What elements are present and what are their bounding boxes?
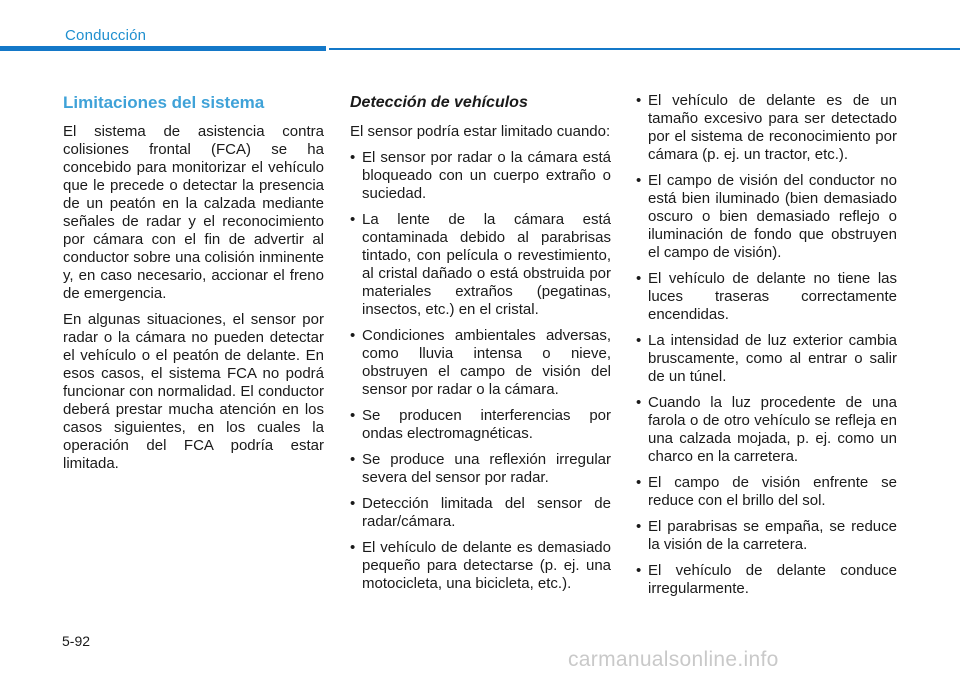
intro-text: El sensor podría estar limitado cuando:	[350, 123, 611, 140]
list-item: • Se producen interferencias por ondas electromagnéticas.	[350, 407, 611, 443]
heading-vehicle-detection: Detección de vehículos	[350, 94, 528, 111]
column-2	[350, 92, 611, 601]
header-rule-thin	[329, 48, 960, 50]
heading-system-limitations: Limitaciones del sistema	[63, 93, 265, 112]
header-rule-thick	[0, 46, 326, 51]
list-item: • Cuando la luz procedente de una farola o de otro vehículo se refleja en una calzada mojada, p. ej. como un charco en la carretera.	[636, 394, 897, 466]
section-label: Conducción	[65, 27, 147, 44]
page-number: 5-92	[62, 633, 91, 649]
list-item: • Condiciones ambientales adversas, como lluvia intensa o nieve, obstruyen el campo de visión del sensor por radar o la cámara.	[350, 327, 611, 399]
list-item: • La intensidad de luz exterior cambia bruscamente, como al entrar o salir de un túnel.	[636, 332, 897, 386]
list-item: • El campo de visión enfrente se reduce con el brillo del sol.	[636, 474, 897, 510]
paragraph: En algunas situaciones, el sensor por radar o la cámara no pueden detectar el vehículo o el peatón de delante. En esos casos, el sistema FCA no podrá funcionar con normalidad. El conductor deberá prestar mucha atención en los casos siguientes, en los cuales la operación del FCA podría estar limitada.	[63, 311, 324, 472]
list-item: • El parabrisas se empaña, se reduce la visión de la carretera.	[636, 518, 897, 554]
column-3	[636, 92, 897, 606]
paragraph: El sistema de asistencia contra colisiones frontal (FCA) se ha concebido para monitorizar el vehículo que le precede o detectar la presencia de un peatón en la calzada mediante señales de radar y el reconocimiento por cámara con el fin de advertir al conductor sobre una colisión inminente y, en caso necesario, accionar el freno de emergencia.	[63, 123, 324, 302]
list-item: • El sensor por radar o la cámara está bloqueado con un cuerpo extraño o suciedad.	[350, 149, 611, 203]
list-item: • El vehículo de delante es demasiado pequeño para detectarse (p. ej. una motocicleta, una bicicleta, etc.).	[350, 539, 611, 593]
list-item: • El vehículo de delante conduce irregularmente.	[636, 562, 897, 598]
bullet-list	[350, 149, 611, 593]
bullet-list	[636, 92, 897, 598]
list-item: • Se produce una reflexión irregular severa del sensor por radar.	[350, 451, 611, 487]
watermark: carmanualsonline.info	[568, 648, 779, 671]
list-item: • El vehículo de delante es de un tamaño excesivo para ser detectado por el sistema de reconocimiento por cámara (p. ej. un tractor, etc.).	[636, 92, 897, 164]
list-item: • El campo de visión del conductor no está bien iluminado (bien demasiado oscuro o bien demasiado reflejo o iluminación de fondo que obstruyen el campo de visión).	[636, 172, 897, 262]
list-item: • El vehículo de delante no tiene las luces traseras correctamente encendidas.	[636, 270, 897, 324]
list-item: • La lente de la cámara está contaminada debido al parabrisas tintado, con película o revestimiento, al cristal dañado o está obstruida por materiales extraños (pegatinas, insectos, etc.) en el cristal.	[350, 211, 611, 319]
list-item: • Detección limitada del sensor de radar/cámara.	[350, 495, 611, 531]
column-1	[63, 92, 324, 481]
